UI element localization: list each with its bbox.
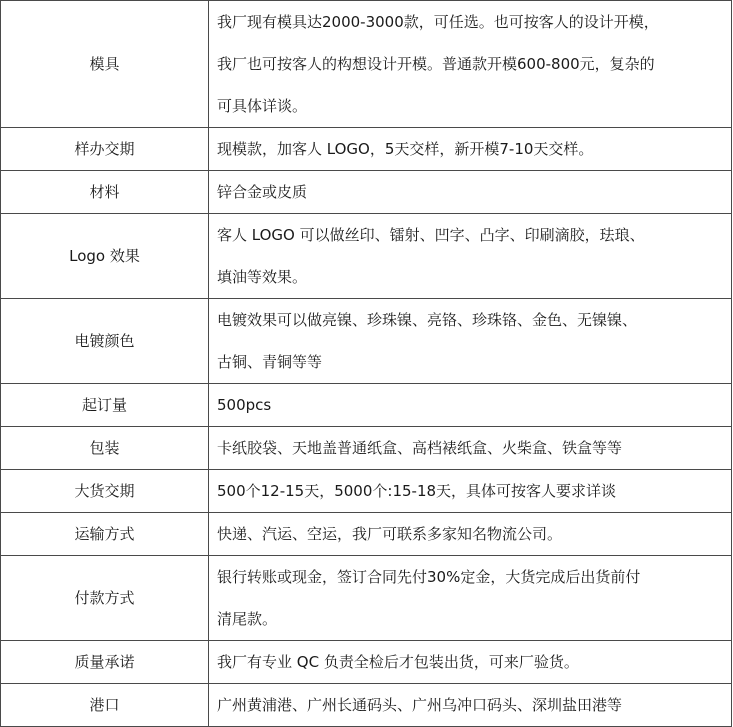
row-value: [209, 299, 732, 384]
row-value: [209, 128, 732, 171]
row-value: [209, 384, 732, 427]
value-line: 现模款，加客人 LOGO，5天交样，新开模7-10天交样。: [217, 140, 594, 158]
table-row: [1, 171, 732, 214]
row-label: Logo 效果: [1, 214, 209, 299]
row-value: [209, 513, 732, 556]
table-row: [1, 299, 732, 384]
table-row: [1, 470, 732, 513]
row-value: [209, 684, 732, 727]
value-line: 快递、汽运、空运，我厂可联系多家知名物流公司。: [217, 525, 563, 543]
table-row: [1, 556, 732, 641]
row-value: [209, 427, 732, 470]
row-label: 起订量: [1, 384, 209, 427]
value-line: 500pcs: [217, 396, 272, 414]
value-line: 我厂现有模具达2000-3000款，可任选。也可按客人的设计开模，: [217, 13, 659, 31]
table-row: [1, 128, 732, 171]
value-line: 银行转账或现金，签订合同先付30%定金，大货完成后出货前付: [217, 568, 641, 586]
value-line: 锌合金或皮质: [217, 183, 308, 201]
table-row: [1, 641, 732, 684]
row-label: 样办交期: [1, 128, 209, 171]
row-value: [209, 641, 732, 684]
row-label: 港口: [1, 684, 209, 727]
table-row: [1, 513, 732, 556]
row-value: [209, 171, 732, 214]
value-line: 可具体详谈。: [217, 97, 308, 115]
value-line: 500个12-15天，5000个:15-18天，具体可按客人要求详谈: [217, 482, 617, 500]
row-label: 电镀颜色: [1, 299, 209, 384]
value-line: 广州黄浦港、广州长通码头、广州乌冲口码头、深圳盐田港等: [217, 696, 623, 714]
row-label: 材料: [1, 171, 209, 214]
value-line: 卡纸胶袋、天地盖普通纸盒、高档裱纸盒、火柴盒、铁盒等等: [217, 439, 623, 457]
spec-table-body: [1, 1, 732, 727]
value-line: 我厂有专业 QC 负责全检后才包装出货，可来厂验货。: [217, 653, 579, 671]
value-line: 客人 LOGO 可以做丝印、镭射、凹字、凸字、印刷滴胶，珐琅、: [217, 226, 645, 244]
table-row: [1, 684, 732, 727]
value-line: 填油等效果。: [217, 268, 308, 286]
table-row: [1, 384, 732, 427]
value-line: 古铜、青铜等等: [217, 353, 323, 371]
row-label: 大货交期: [1, 470, 209, 513]
row-label: 运输方式: [1, 513, 209, 556]
row-value: [209, 214, 732, 299]
row-label: 包装: [1, 427, 209, 470]
value-line: 清尾款。: [217, 610, 278, 628]
value-line: 电镀效果可以做亮镍、珍珠镍、亮铬、珍珠铬、金色、无镍镍、: [217, 311, 638, 329]
row-label: 模具: [1, 1, 209, 128]
row-value: [209, 556, 732, 641]
row-value: [209, 1, 732, 128]
row-label: 质量承诺: [1, 641, 209, 684]
table-row: [1, 1, 732, 128]
table-row: [1, 214, 732, 299]
table-row: [1, 427, 732, 470]
row-label: 付款方式: [1, 556, 209, 641]
row-value: [209, 470, 732, 513]
value-line: 我厂也可按客人的构想设计开模。普通款开模600-800元，复杂的: [217, 55, 655, 73]
